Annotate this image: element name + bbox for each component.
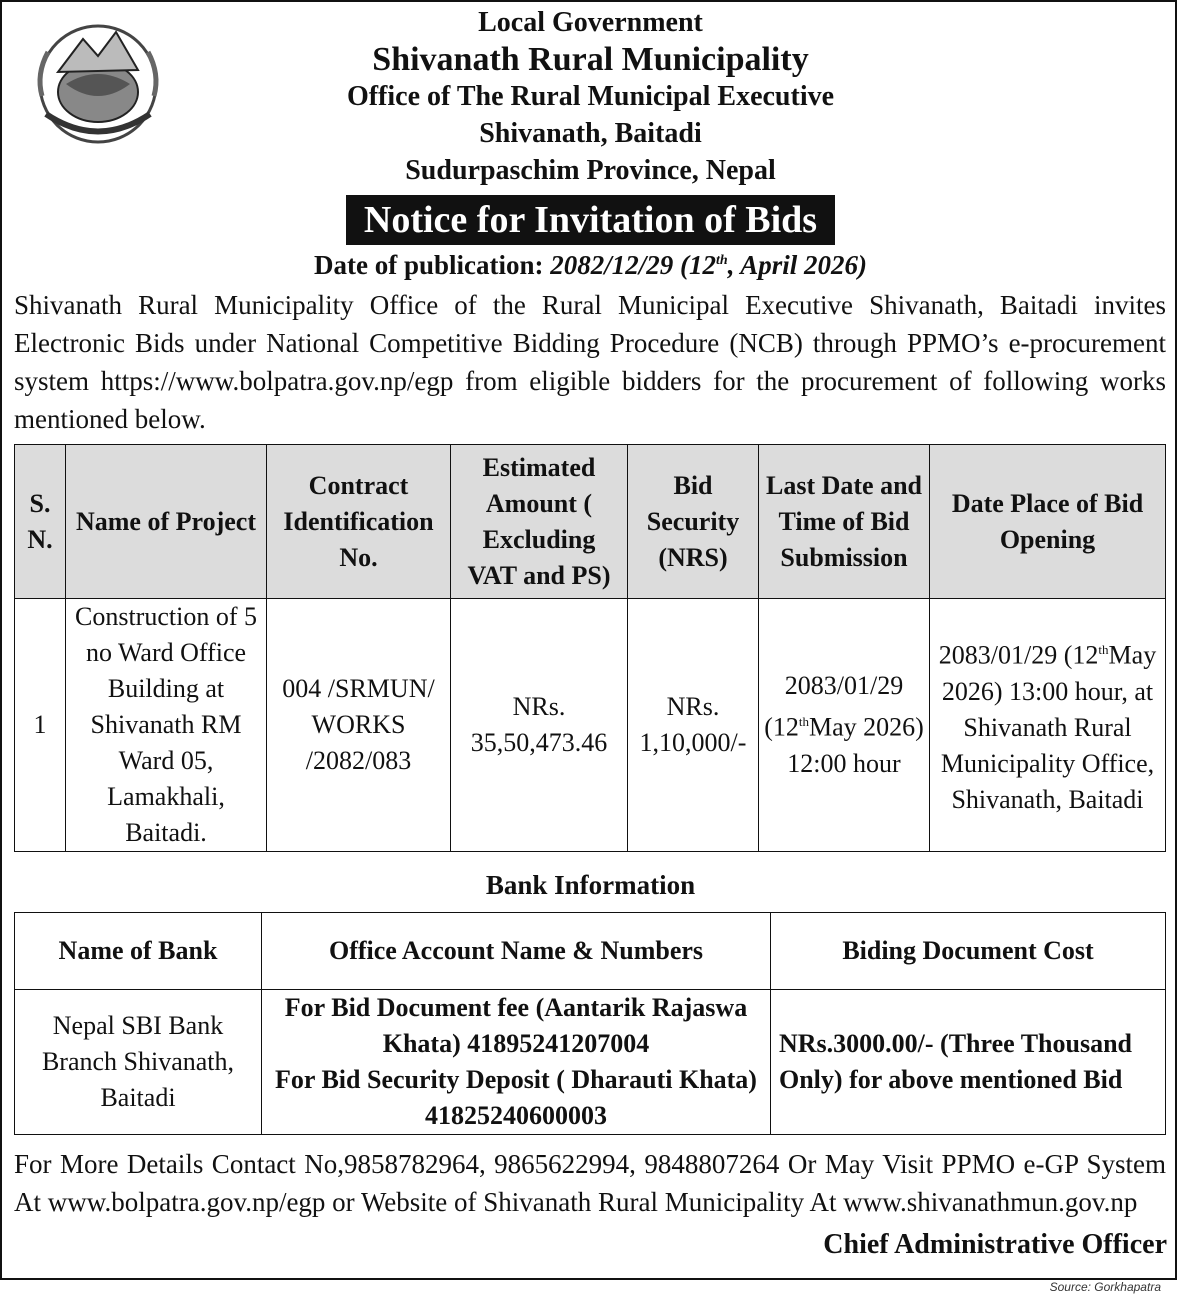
header-bank-name: Name of Bank xyxy=(15,913,262,990)
account-bid-security: For Bid Security Deposit ( Dharauti Khata) 41825240600003 xyxy=(275,1065,757,1130)
intro-paragraph: Shivanath Rural Municipality Office of the Rural Municipal Executive Shivanath, Baitadi invites Electronic Bids under National Competitive Bidding Procedure (NCB) through PPMO’s e-procurement system https://www.bolpatra.gov.np/egp from eligible bidders for the procurement of following works mentioned below. xyxy=(14,290,1166,434)
cell-project: Construction of 5 no Ward Office Building at Shivanath RM Ward 05, Lamakhali, Baitadi. xyxy=(66,599,267,852)
bank-table xyxy=(14,912,1166,1135)
cell-contract: 004 /SRMUN/ WORKS /2082/083 xyxy=(267,599,451,852)
letterhead xyxy=(0,4,1181,189)
cell-bank-name: Nepal SBI Bank Branch Shivanath, Baitadi xyxy=(15,990,262,1135)
cell-opening: 2083/01/29 (12thMay 2026) 13:00 hour, at Shivanath Rural Municipality Office, Shivanath, Baitadi xyxy=(930,599,1166,852)
header-cost: Biding Document Cost xyxy=(771,913,1166,990)
bank-table-header xyxy=(15,913,1166,990)
province-name: Sudurpaschim Province, Nepal xyxy=(405,155,776,186)
cell-security: NRs. 1,10,000/- xyxy=(628,599,759,852)
header-opening: Date Place of Bid Opening xyxy=(930,445,1166,599)
header-account: Office Account Name & Numbers xyxy=(262,913,771,990)
cell-cost: NRs.3000.00/- (Three Thousand Only) for above mentioned Bid xyxy=(771,990,1166,1135)
cell-sn: 1 xyxy=(15,599,66,852)
header-contract: Contract Identification No. xyxy=(267,445,451,599)
table-row xyxy=(15,990,1166,1135)
signatory-title: Chief Administrative Officer xyxy=(823,1229,1167,1260)
bid-table xyxy=(14,444,1166,852)
cell-account xyxy=(262,990,771,1135)
table-row xyxy=(15,599,1166,852)
header-amount: Estimated Amount ( Excluding VAT and PS) xyxy=(451,445,628,599)
bid-table-header xyxy=(15,445,1166,599)
cell-amount: NRs. 35,50,473.46 xyxy=(451,599,628,852)
notice-title: Notice for Invitation of Bids xyxy=(346,195,835,245)
contact-footer: For More Details Contact No,9858782964, 9865622994, 9848807264 Or May Visit PPMO e-GP System At www.bolpatra.gov.np/egp or Website of Shivanath Rural Municipality At www.shivanathmun.gov.np xyxy=(14,1149,1166,1217)
account-bid-document-fee: For Bid Document fee (Aantarik Rajaswa Khata) 41895241207004 xyxy=(284,993,748,1058)
publication-label: Date of publication: xyxy=(314,250,544,280)
header-sn: S. N. xyxy=(15,445,66,599)
publication-date-value: 2082/12/29 (12 xyxy=(550,250,717,280)
header-last-date: Last Date and Time of Bid Submission xyxy=(759,445,930,599)
publication-date: Date of publication: 2082/12/29 (12th, April 2026) xyxy=(314,250,867,280)
office-name: Office of The Rural Municipal Executive xyxy=(346,81,835,112)
header-security: Bid Security (NRS) xyxy=(628,445,759,599)
source-credit: Source: Gorkhapatra xyxy=(1049,1280,1161,1294)
cell-last-date: 2083/01/29 (12thMay 2026) 12:00 hour xyxy=(759,599,930,852)
office-location: Shivanath, Baitadi xyxy=(479,118,702,149)
municipality-name: Shivanath Rural Municipality xyxy=(372,41,809,78)
header-project: Name of Project xyxy=(66,445,267,599)
local-government-label: Local Government xyxy=(478,7,703,38)
bank-info-title: Bank Information xyxy=(485,870,696,900)
